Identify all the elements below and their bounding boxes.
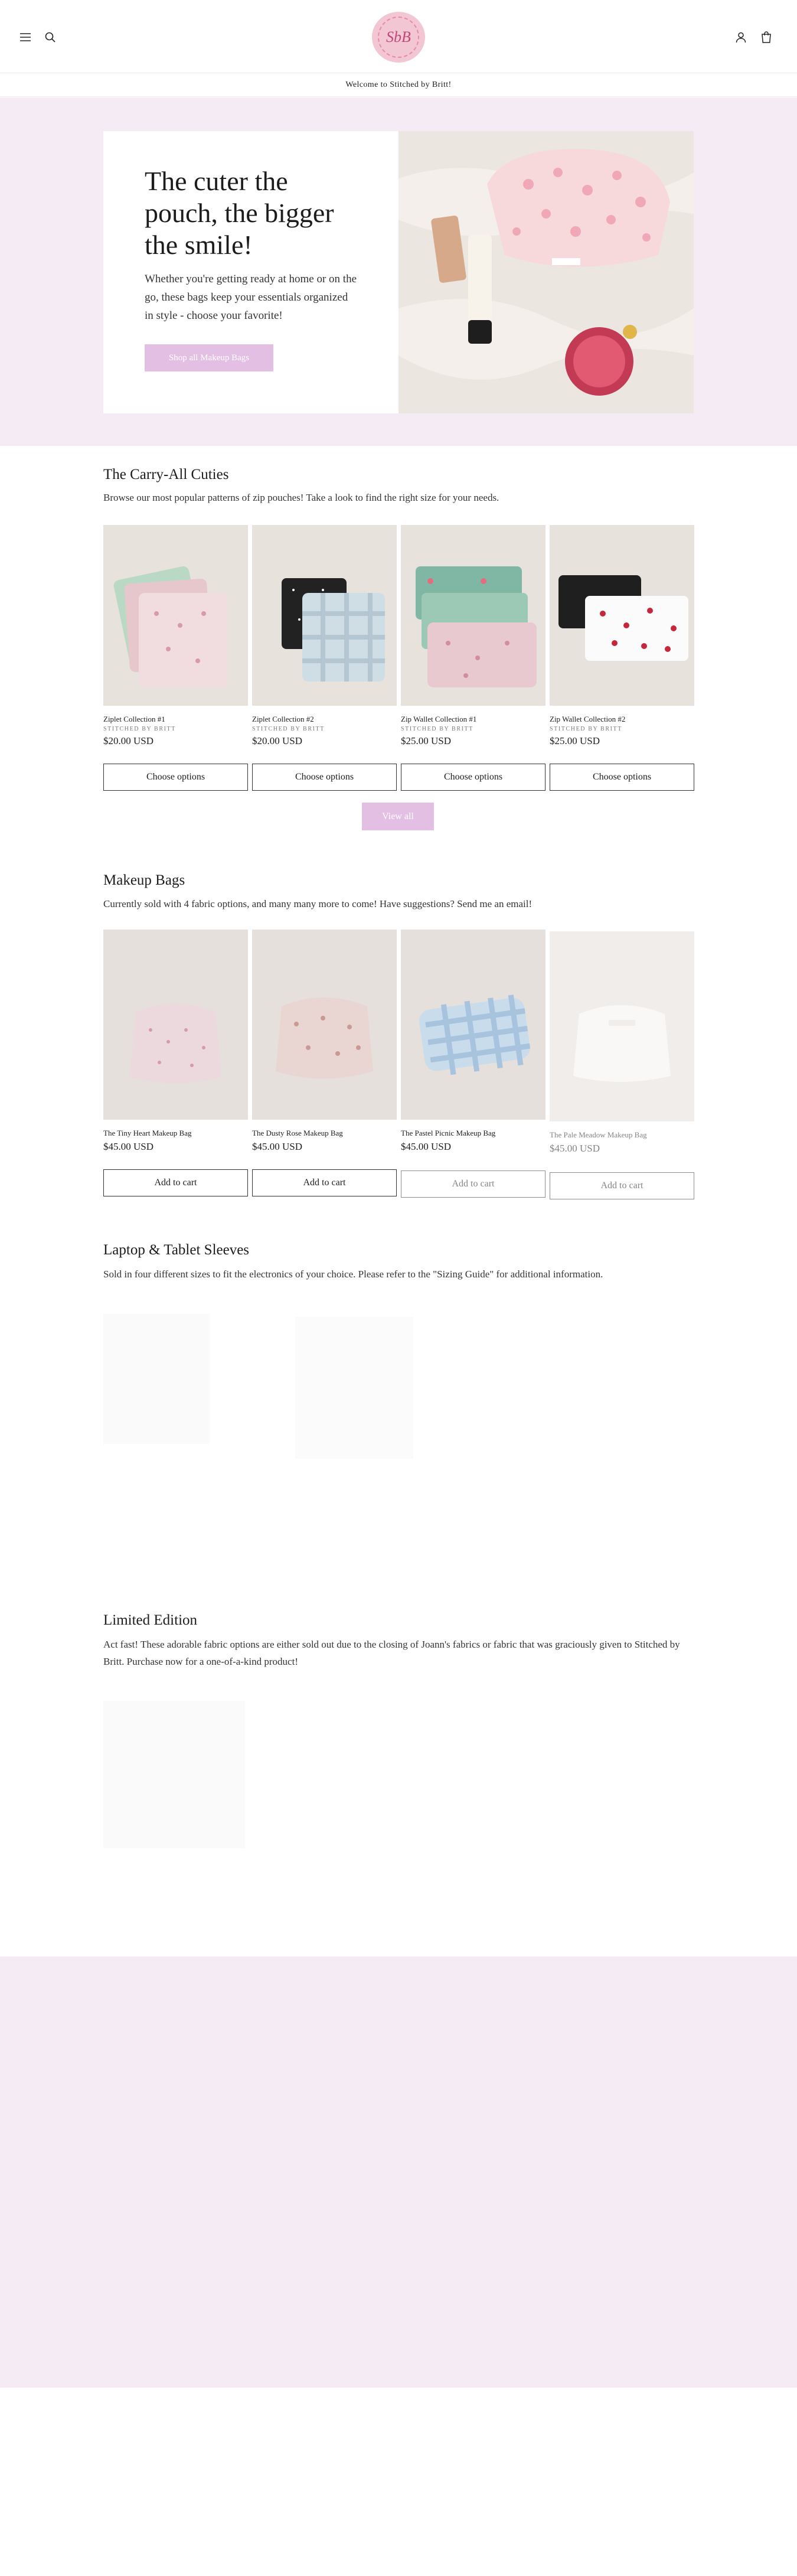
add-to-cart-button[interactable]: Add to cart xyxy=(252,1169,397,1196)
product-price: $25.00 USD xyxy=(550,735,600,746)
product-image[interactable] xyxy=(103,525,248,706)
makeup-description: Currently sold with 4 fabric options, and many many more to come! Have suggestions? Send me an email! xyxy=(103,898,533,909)
sleeves-title: Laptop & Tablet Sleeves xyxy=(103,1242,250,1258)
product-card[interactable] xyxy=(401,525,546,747)
product-price: $45.00 USD xyxy=(401,1141,452,1152)
menu-icon[interactable] xyxy=(18,30,33,45)
product-image[interactable] xyxy=(252,930,397,1120)
product-card[interactable] xyxy=(252,525,397,747)
product-image[interactable] xyxy=(103,930,248,1120)
choose-options-button[interactable]: Choose options xyxy=(550,764,694,791)
sleeve-placeholder-image xyxy=(295,1317,413,1459)
product-price: $45.00 USD xyxy=(252,1141,303,1152)
site-header xyxy=(0,0,797,73)
product-image[interactable] xyxy=(550,931,694,1121)
sleeve-placeholder-image xyxy=(103,1314,210,1444)
product-price: $20.00 USD xyxy=(252,735,303,746)
footer-band xyxy=(0,1957,797,2388)
hero-title: The cuter the pouch, the bigger the smile! xyxy=(145,166,334,260)
product-vendor: STITCHED BY BRITT xyxy=(103,726,176,732)
limited-description: Act fast! These adorable fabric options are either sold out due to the closing of Joann's fabrics or fabric that was graciously given to Stitched by Britt. Purchase now for a one-of-a-kind product! xyxy=(103,1639,680,1667)
account-icon[interactable] xyxy=(733,30,749,45)
add-to-cart-button[interactable]: Add to cart xyxy=(550,1172,694,1199)
product-name[interactable]: Ziplet Collection #1 xyxy=(103,715,165,723)
product-card[interactable] xyxy=(103,525,248,747)
product-card[interactable] xyxy=(550,931,694,1155)
product-vendor: STITCHED BY BRITT xyxy=(401,726,473,732)
hero-card xyxy=(103,131,398,413)
makeup-title: Makeup Bags xyxy=(103,872,185,888)
product-price: $25.00 USD xyxy=(401,735,452,746)
product-vendor: STITCHED BY BRITT xyxy=(550,726,622,732)
product-name[interactable]: The Tiny Heart Makeup Bag xyxy=(103,1129,192,1137)
product-image[interactable] xyxy=(401,930,546,1120)
carry-all-description: Browse our most popular patterns of zip pouches! Take a look to find the right size for your needs. xyxy=(103,492,499,503)
search-icon[interactable] xyxy=(43,30,58,45)
view-all-button[interactable]: View all xyxy=(362,803,434,830)
product-image[interactable] xyxy=(252,525,397,706)
hero-image xyxy=(398,131,694,413)
choose-options-button[interactable]: Choose options xyxy=(401,764,546,791)
product-card[interactable] xyxy=(401,930,546,1153)
limited-placeholder-image xyxy=(103,1701,245,1848)
product-name[interactable]: Zip Wallet Collection #1 xyxy=(401,715,477,723)
product-card[interactable] xyxy=(103,930,248,1153)
product-image[interactable] xyxy=(401,525,546,706)
choose-options-button[interactable]: Choose options xyxy=(103,764,248,791)
hero-text: Whether you're getting ready at home or on the go, these bags keep your essentials organized in style - choose your favorite! xyxy=(145,273,357,322)
cart-icon[interactable] xyxy=(759,30,774,45)
product-price: $45.00 USD xyxy=(103,1141,154,1152)
sleeves-description: Sold in four different sizes to fit the electronics of your choice. Please refer to the "Sizing Guide" for additional information. xyxy=(103,1269,603,1280)
product-price: $45.00 USD xyxy=(550,1143,600,1154)
product-vendor: STITCHED BY BRITT xyxy=(252,726,325,732)
carry-all-title: The Carry-All Cuties xyxy=(103,467,229,482)
product-name[interactable]: Ziplet Collection #2 xyxy=(252,715,314,723)
limited-title: Limited Edition xyxy=(103,1612,198,1628)
product-name[interactable]: Zip Wallet Collection #2 xyxy=(550,715,626,723)
product-name[interactable]: The Dusty Rose Makeup Bag xyxy=(252,1129,343,1137)
add-to-cart-button[interactable]: Add to cart xyxy=(103,1169,248,1196)
shop-makeup-bags-button[interactable]: Shop all Makeup Bags xyxy=(145,344,273,371)
add-to-cart-button[interactable]: Add to cart xyxy=(401,1170,546,1198)
product-image[interactable] xyxy=(550,525,694,706)
product-name[interactable]: The Pastel Picnic Makeup Bag xyxy=(401,1129,496,1137)
product-name[interactable]: The Pale Meadow Makeup Bag xyxy=(550,1130,647,1139)
choose-options-button[interactable]: Choose options xyxy=(252,764,397,791)
logo-monogram: SbB xyxy=(378,17,419,58)
product-card[interactable] xyxy=(252,930,397,1153)
announcement-bar: Welcome to Stitched by Britt! xyxy=(0,73,797,97)
brand-logo[interactable] xyxy=(372,12,425,63)
product-price: $20.00 USD xyxy=(103,735,154,746)
product-card[interactable] xyxy=(550,525,694,747)
